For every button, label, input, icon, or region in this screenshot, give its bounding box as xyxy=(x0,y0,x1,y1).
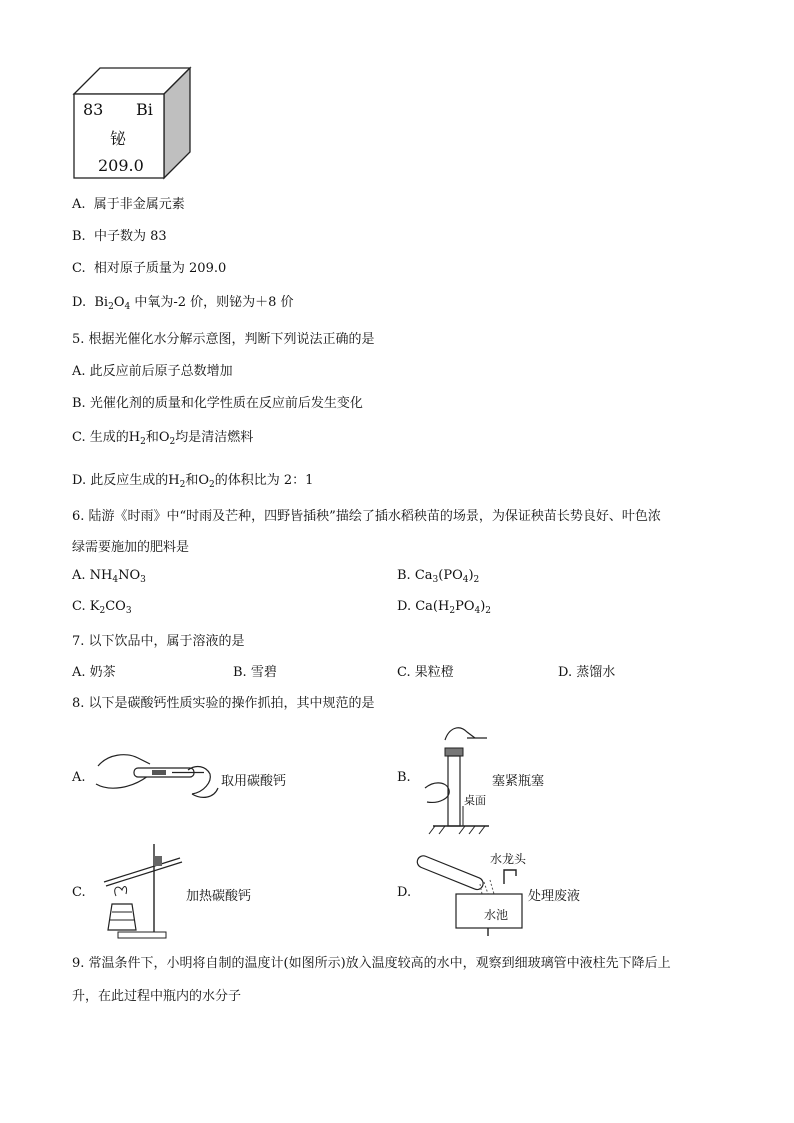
q9-stem-line2: 升，在此过程中瓶内的水分子 xyxy=(72,989,242,1004)
element-symbol: Bi xyxy=(136,100,153,119)
q8-option-b-desk-label: 桌面 xyxy=(464,794,486,807)
q8-option-d-caption: 处理废液 xyxy=(528,889,581,904)
q6-option-c: C. $K_2CO_3$ xyxy=(72,599,132,616)
q5-option-d: D. 此反应生成的$H_2$和$O_2$的体积比为 2：1 xyxy=(72,473,314,490)
q7-option-d: D. 蒸馏水 xyxy=(558,665,616,680)
q6-stem-line2: 绿需要施加的肥料是 xyxy=(72,540,190,555)
q8-option-a-caption: 取用碳酸钙 xyxy=(221,774,287,789)
q4-option-a: A. 属于非金属元素 xyxy=(72,197,185,212)
q8-option-d-sink-label: 水池 xyxy=(484,908,509,922)
q5-stem: 5. 根据光催化水分解示意图，判断下列说法正确的是 xyxy=(72,332,375,347)
q6-stem-line1: 6. 陆游《时雨》中“时雨及芒种，四野皆插秧”描绘了插水稻秧苗的场景，为保证秧苗长势良好、叶色浓 xyxy=(72,509,661,524)
q7-stem: 7. 以下饮品中，属于溶液的是 xyxy=(72,634,245,649)
element-mass: 209.0 xyxy=(98,156,144,175)
q5-option-c: C. 生成的$H_2$和$O_2$均是清洁燃料 xyxy=(72,430,254,447)
q8-option-d-tap-label: 水龙头 xyxy=(490,852,527,866)
q8-option-a-label: A. xyxy=(72,770,86,785)
q8-option-c-label: C. xyxy=(72,885,86,900)
q4-option-c: C. 相对原子质量为 209.0 xyxy=(72,261,227,276)
q8-option-d-label: D. xyxy=(397,885,412,900)
q8-a-illustration xyxy=(92,740,222,810)
q7-option-a: A. 奶茶 xyxy=(72,665,116,680)
q8-stem: 8. 以下是碳酸钙性质实验的操作抓拍，其中规范的是 xyxy=(72,696,375,711)
q7-option-b: B. 雪碧 xyxy=(233,665,277,680)
q8-option-c-caption: 加热碳酸钙 xyxy=(186,889,252,904)
q4-option-b: B. 中子数为 83 xyxy=(72,229,167,244)
q4-option-d: D. $Bi_2O_4$ 中氧为-2 价，则铋为＋8 价 xyxy=(72,295,294,312)
q8-option-b-label: B. xyxy=(397,770,411,785)
q9-stem-line1: 9. 常温条件下，小明将自制的温度计(如图所示)放入温度较高的水中，观察到细玻璃管中液柱先下降后上 xyxy=(72,956,671,971)
q6-option-d: D. $Ca(H_2PO_4)_2$ xyxy=(397,599,492,616)
q5-option-a: A. 此反应前后原子总数增加 xyxy=(72,364,233,379)
element-number: 83 xyxy=(83,100,104,119)
q8-c-illustration xyxy=(96,840,186,940)
q7-option-c: C. 果粒橙 xyxy=(397,665,454,680)
q8-option-b-caption: 塞紧瓶塞 xyxy=(492,774,545,789)
q6-option-b: B. $Ca_3(PO_4)_2$ xyxy=(397,568,480,585)
q5-option-b: B. 光催化剂的质量和化学性质在反应前后发生变化 xyxy=(72,396,363,411)
q6-option-a: A. $NH_4NO_3$ xyxy=(72,568,146,585)
element-name: 铋 xyxy=(110,129,127,148)
